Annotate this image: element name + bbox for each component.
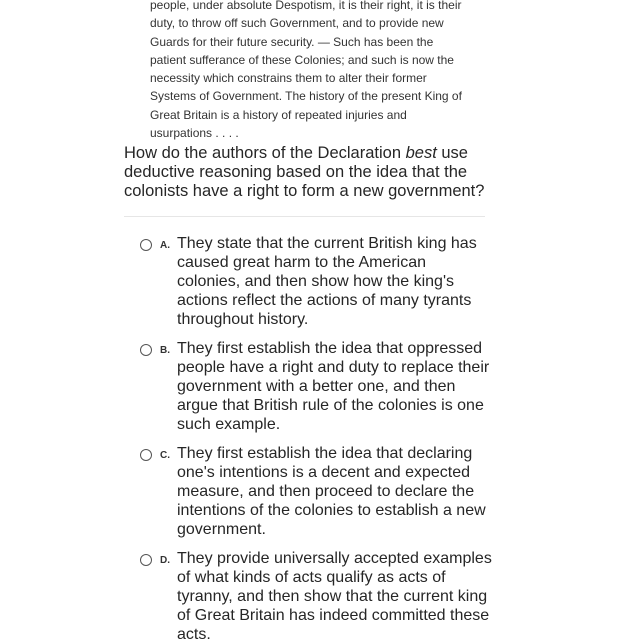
option-line: intentions of the colonies to establish a new xyxy=(177,502,486,519)
passage-line: Great Britain is a history of repeated injuries and xyxy=(150,107,407,122)
option-text xyxy=(177,234,497,329)
option-line: one's intentions is a decent and expected xyxy=(177,464,471,481)
option-line: actions reflect the actions of many tyrants xyxy=(177,292,472,309)
option-letter: A. xyxy=(160,240,170,251)
answer-option-c[interactable] xyxy=(138,444,498,540)
answer-option-b[interactable] xyxy=(138,339,498,435)
question-prompt xyxy=(124,144,494,201)
option-letter: C. xyxy=(160,450,170,461)
option-line: caused great harm to the American xyxy=(177,254,427,271)
passage-excerpt xyxy=(150,0,470,142)
option-line: measure, and then proceed to declare the xyxy=(177,483,475,500)
radio-button-c[interactable] xyxy=(140,449,152,461)
option-line: throughout history. xyxy=(177,311,309,328)
option-line: tyranny, and then show that the current king xyxy=(177,588,488,605)
option-line: colonies, and then show how the king's xyxy=(177,273,455,290)
option-line: government. xyxy=(177,521,266,538)
question-text-after: use xyxy=(436,144,468,162)
option-line: They first establish the idea that oppressed xyxy=(177,340,483,357)
answer-option-a[interactable] xyxy=(138,234,498,330)
radio-button-a[interactable] xyxy=(140,239,152,251)
option-line: of what kinds of acts qualify as acts of xyxy=(177,569,446,586)
passage-line: duty, to throw off such Government, and to provide new xyxy=(150,16,444,31)
option-line: of Great Britain has indeed committed these xyxy=(177,607,490,624)
question-line-2: deductive reasoning based on the idea that the xyxy=(124,163,468,181)
passage-line: people, under absolute Despotism, it is their right, it is their xyxy=(150,0,462,12)
divider xyxy=(124,216,485,217)
radio-button-d[interactable] xyxy=(140,554,152,566)
option-letter: D. xyxy=(160,555,170,566)
passage-line: Systems of Government. The history of the present King of xyxy=(150,89,462,104)
passage-line: Guards for their future security. — Such has been the xyxy=(150,34,434,49)
option-line: acts. xyxy=(177,626,211,640)
question-emphasis: best xyxy=(405,144,437,162)
passage-line: necessity which constrains them to alter their former xyxy=(150,71,427,86)
option-line: people have a right and duty to replace their xyxy=(177,359,490,376)
passage-line: patient sufferance of these Colonies; and such is now the xyxy=(150,52,454,67)
answer-option-d[interactable] xyxy=(138,549,498,640)
option-letter: B. xyxy=(160,345,170,356)
question-line-1 xyxy=(124,144,494,163)
radio-button-b[interactable] xyxy=(140,344,152,356)
option-line: argue that British rule of the colonies is one xyxy=(177,397,484,414)
option-text xyxy=(177,339,497,434)
option-text xyxy=(177,549,497,640)
option-line: They first establish the idea that declaring xyxy=(177,445,473,462)
option-line: such example. xyxy=(177,416,281,433)
question-line-3: colonists have a right to form a new government? xyxy=(124,182,485,200)
option-line: They provide universally accepted examples xyxy=(177,550,492,567)
option-text xyxy=(177,444,497,539)
option-line: They state that the current British king has xyxy=(177,235,477,252)
question-text-before: How do the authors of the Declaration xyxy=(124,144,406,162)
option-line: government with a better one, and then xyxy=(177,378,456,395)
passage-line: usurpations . . . . xyxy=(150,126,239,141)
